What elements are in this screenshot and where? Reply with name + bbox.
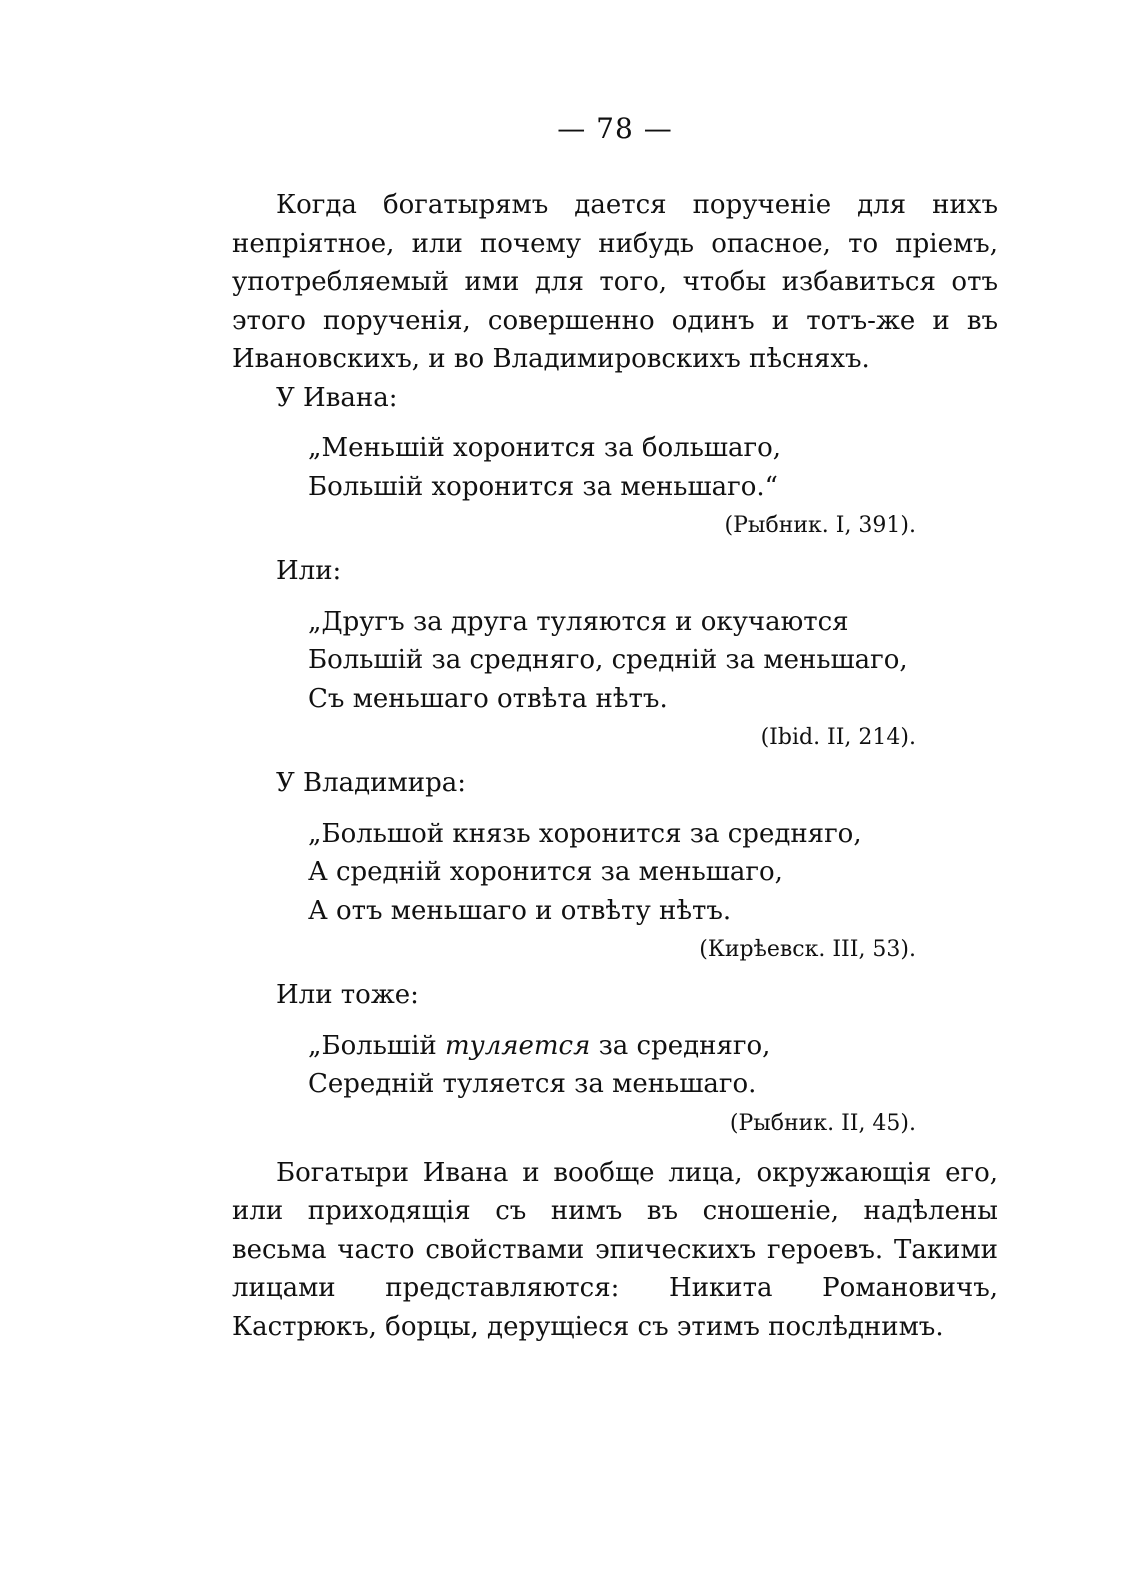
verse-line-italic-word: туляется [444, 1030, 591, 1061]
source-citation: (Рыбник. I, 391). [724, 513, 916, 538]
verse-line: Большій хоронится за меньшаго.“ [308, 471, 778, 502]
quote-section-ili-tozhe [232, 976, 998, 1142]
verse-line: „Большой князь хоронится за средняго, [308, 818, 862, 849]
paragraph-opening: Когда богатырямъ дается порученіе для нихъ непріятное, или почему нибудь опасное, то пріемъ, употребляемый ими для того, чтобы избавиться отъ этого порученія, совершенно одинъ и тотъ-же и въ Ивановскихъ, и во Владимировскихъ пѣсняхъ. [232, 190, 998, 374]
quote-intro: У Ивана: [276, 382, 398, 413]
verse-line: „Другъ за друга туляются и окучаются [308, 606, 849, 637]
quote-intro: Или тоже: [276, 980, 419, 1010]
source-citation: (Ibid. II, 214). [760, 725, 916, 750]
source-citation: (Кирѣевск. III, 53). [699, 937, 916, 962]
quote-intro: У Владимира: [276, 768, 466, 798]
paragraph-closing: Богатыри Ивана и вообще лица, окружающія его, или приходящія съ нимъ въ сношеніе, надѣлены весьма часто свойствами эпическихъ героевъ. Такими лицами представляются: Никита Романовичъ, Кастрюкъ, борцы, дерущіеся съ этимъ послѣднимъ. [232, 1157, 998, 1342]
verse-line: Большій за средняго, средній за меньшаго, [308, 645, 908, 675]
verse-line: Середній туляется за меньшаго. [308, 1069, 757, 1099]
quote-intro: Или: [276, 556, 342, 586]
page-number: — 78 — [557, 112, 673, 145]
quote-section-ivan [232, 379, 998, 545]
verse-line: Съ меньшаго отвѣта нѣтъ. [308, 683, 668, 714]
page-content [232, 186, 998, 1346]
quote-section-ili [232, 552, 998, 756]
quote-section-vladimir [232, 764, 998, 968]
verse-line: А отъ меньшаго и отвѣту нѣтъ. [308, 895, 732, 926]
source-citation: (Рыбник. II, 45). [729, 1110, 916, 1136]
verse-line [308, 1027, 998, 1066]
verse-quote [232, 815, 998, 931]
verse-line-start: „Большій [308, 1030, 445, 1061]
verse-line: А средній хоронится за меньшаго, [308, 857, 783, 887]
verse-quote [232, 603, 998, 719]
verse-quote [232, 1027, 998, 1104]
verse-line-end: за средняго, [590, 1030, 771, 1061]
verse-quote [232, 429, 998, 506]
verse-line: „Меньшій хоронится за большаго, [308, 433, 782, 463]
